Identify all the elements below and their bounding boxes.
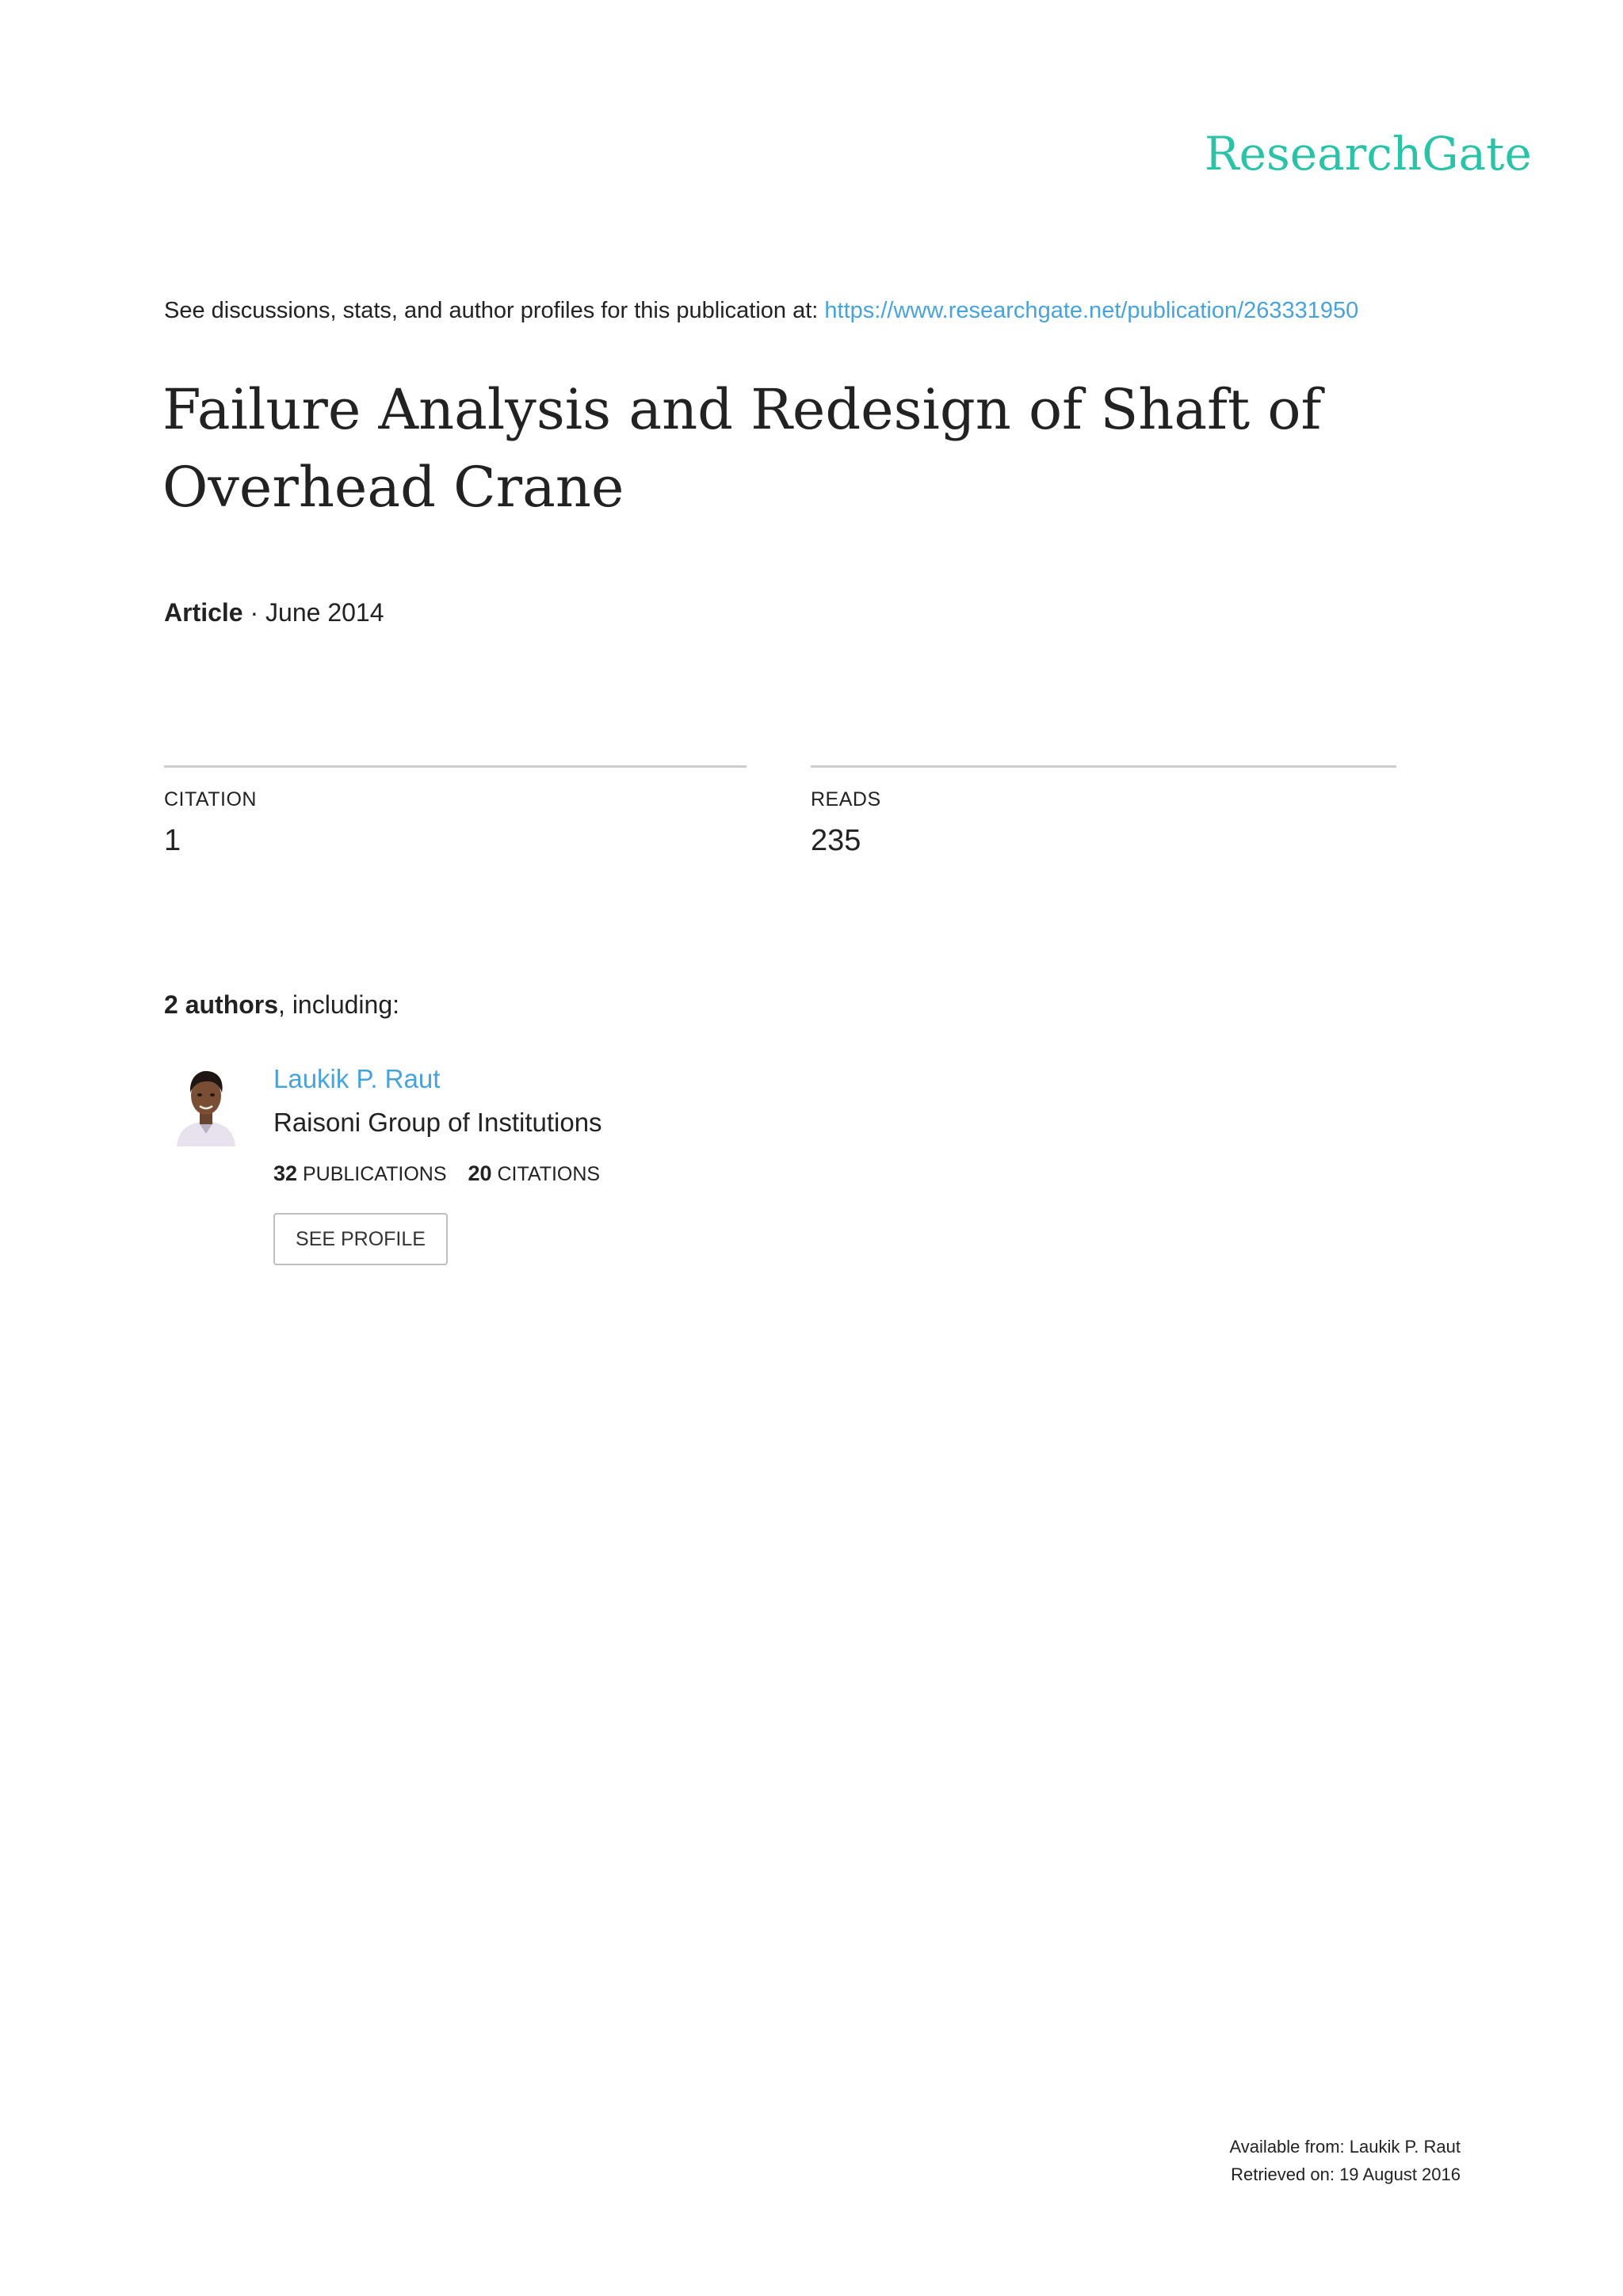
author-publications-count: 32 — [273, 1161, 298, 1185]
authors-count: 2 authors — [164, 990, 279, 1019]
see-profile-button[interactable]: SEE PROFILE — [273, 1213, 448, 1265]
author-photo — [172, 1064, 240, 1146]
publication-meta — [164, 598, 384, 627]
intro-text: See discussions, stats, and author profiles for this publication at: — [164, 298, 825, 323]
publication-link[interactable]: https://www.researchgate.net/publication/263331950 — [824, 298, 1359, 323]
citation-count: 1 — [164, 824, 181, 857]
meta-separator: · — [242, 598, 266, 627]
authors-suffix: , including: — [278, 990, 400, 1019]
author-institution: Raisoni Group of Institutions — [273, 1108, 602, 1137]
author-citations-label: CITATIONS — [497, 1163, 601, 1185]
publication-title: Failure Analysis and Redesign of Shaft of Overhead Crane — [162, 377, 1322, 520]
citation-label: CITATION — [164, 788, 257, 810]
publication-type: Article — [164, 598, 243, 627]
reads-label: READS — [811, 788, 881, 810]
author-name-link[interactable]: Laukik P. Raut — [273, 1064, 441, 1093]
available-from: Available from: Laukik P. Raut — [1229, 2137, 1461, 2157]
author-publications-label: PUBLICATIONS — [303, 1163, 447, 1185]
reads-divider — [811, 765, 1396, 768]
reads-count: 235 — [811, 824, 861, 857]
publication-intro — [164, 298, 1358, 324]
author-citations-count: 20 — [468, 1161, 492, 1185]
retrieved-on: Retrieved on: 19 August 2016 — [1231, 2164, 1461, 2184]
authors-heading — [164, 990, 399, 1020]
researchgate-logo[interactable]: ResearchGate — [1205, 127, 1532, 181]
author-stats — [273, 1161, 616, 1186]
author-avatar[interactable] — [172, 1064, 240, 1146]
publication-date: June 2014 — [265, 598, 384, 627]
footer-info — [1230, 2133, 1461, 2188]
citation-divider — [164, 765, 747, 768]
